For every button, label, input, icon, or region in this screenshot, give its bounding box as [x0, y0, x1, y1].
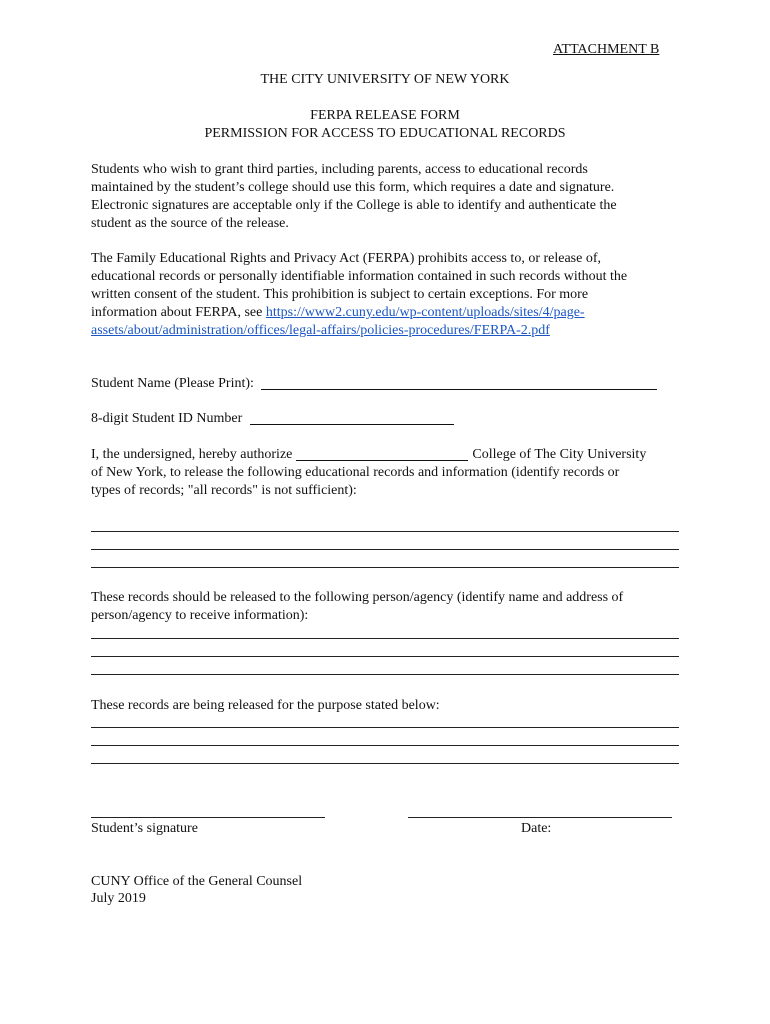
ferpa-paragraph [91, 250, 691, 340]
university-name: THE CITY UNIVERSITY OF NEW YORK [260, 72, 510, 87]
form-title: FERPA RELEASE FORM [310, 108, 460, 123]
ferpa-line: The Family Educational Rights and Privacy Act (FERPA) prohibits access to, or release of, [91, 251, 601, 266]
authorization-line: types of records; "all records" is not sufficient): [91, 483, 357, 498]
college-name-field[interactable] [296, 446, 468, 461]
ferpa-link-line [91, 322, 691, 340]
records-line[interactable] [91, 567, 679, 568]
recipient-line: person/agency to receive information): [91, 608, 309, 623]
intro-line: student as the source of the release. [91, 216, 289, 231]
recipient-info-line[interactable] [91, 656, 679, 657]
date-line[interactable] [408, 817, 672, 818]
student-name-row [91, 375, 661, 393]
authorize-prefix: I, the undersigned, hereby authorize [91, 447, 293, 462]
purpose-info-line[interactable] [91, 763, 679, 764]
intro-line: Electronic signatures are acceptable only if the College is able to identify and authenticate the [91, 198, 617, 213]
date-label: Date: [521, 821, 552, 836]
purpose-info-line[interactable] [91, 727, 679, 728]
student-id-field[interactable] [250, 410, 454, 425]
recipient-info-line[interactable] [91, 638, 679, 639]
recipient-paragraph [91, 589, 691, 625]
records-line[interactable] [91, 549, 679, 550]
purpose-line: These records are being released for the purpose stated below: [91, 698, 440, 713]
student-name-input[interactable] [261, 376, 657, 392]
ferpa-policy-link[interactable]: https://www2.cuny.edu/wp-content/uploads/sites/4/page- [265, 305, 585, 320]
authorize-suffix: College of The City University [472, 447, 647, 462]
intro-line: Students who wish to grant third parties, including parents, access to educational records [91, 162, 588, 177]
authorization-line: of New York, to release the following educational records and information (identify records or [91, 465, 620, 480]
records-line[interactable] [91, 531, 679, 532]
footer-office: CUNY Office of the General Counsel [91, 874, 303, 889]
ferpa-link-prefix: information about FERPA, see [91, 305, 266, 320]
signature-line[interactable] [91, 817, 325, 818]
student-id-label: 8-digit Student ID Number [91, 411, 243, 426]
authorization-paragraph [91, 446, 691, 500]
ferpa-policy-link-continued[interactable]: assets/about/administration/offices/legal-affairs/policies-procedures/FERPA-2.pdf [91, 323, 550, 338]
attachment-label: ATTACHMENT B [553, 42, 660, 57]
ferpa-line: educational records or personally identifiable information contained in such records without the [91, 269, 628, 284]
purpose-paragraph [91, 697, 691, 715]
student-name-field[interactable] [261, 375, 657, 390]
student-name-label: Student Name (Please Print): [91, 376, 254, 391]
recipient-line: These records should be released to the following person/agency (identify name and address of [91, 590, 624, 605]
student-id-input[interactable] [250, 411, 454, 427]
form-subtitle: PERMISSION FOR ACCESS TO EDUCATIONAL RECORDS [204, 126, 566, 141]
student-signature-label: Student’s signature [91, 821, 198, 836]
purpose-info-line[interactable] [91, 745, 679, 746]
intro-paragraph [91, 161, 691, 233]
footer-date: July 2019 [91, 891, 146, 906]
student-id-row [91, 410, 458, 428]
authorization-line [91, 446, 691, 464]
recipient-info-line[interactable] [91, 674, 679, 675]
ferpa-line: written consent of the student. This prohibition is subject to certain exceptions. For more [91, 287, 589, 302]
intro-line: maintained by the student’s college should use this form, which requires a date and signature. [91, 180, 615, 195]
ferpa-link-line [91, 304, 691, 322]
college-name-input[interactable] [296, 447, 468, 463]
